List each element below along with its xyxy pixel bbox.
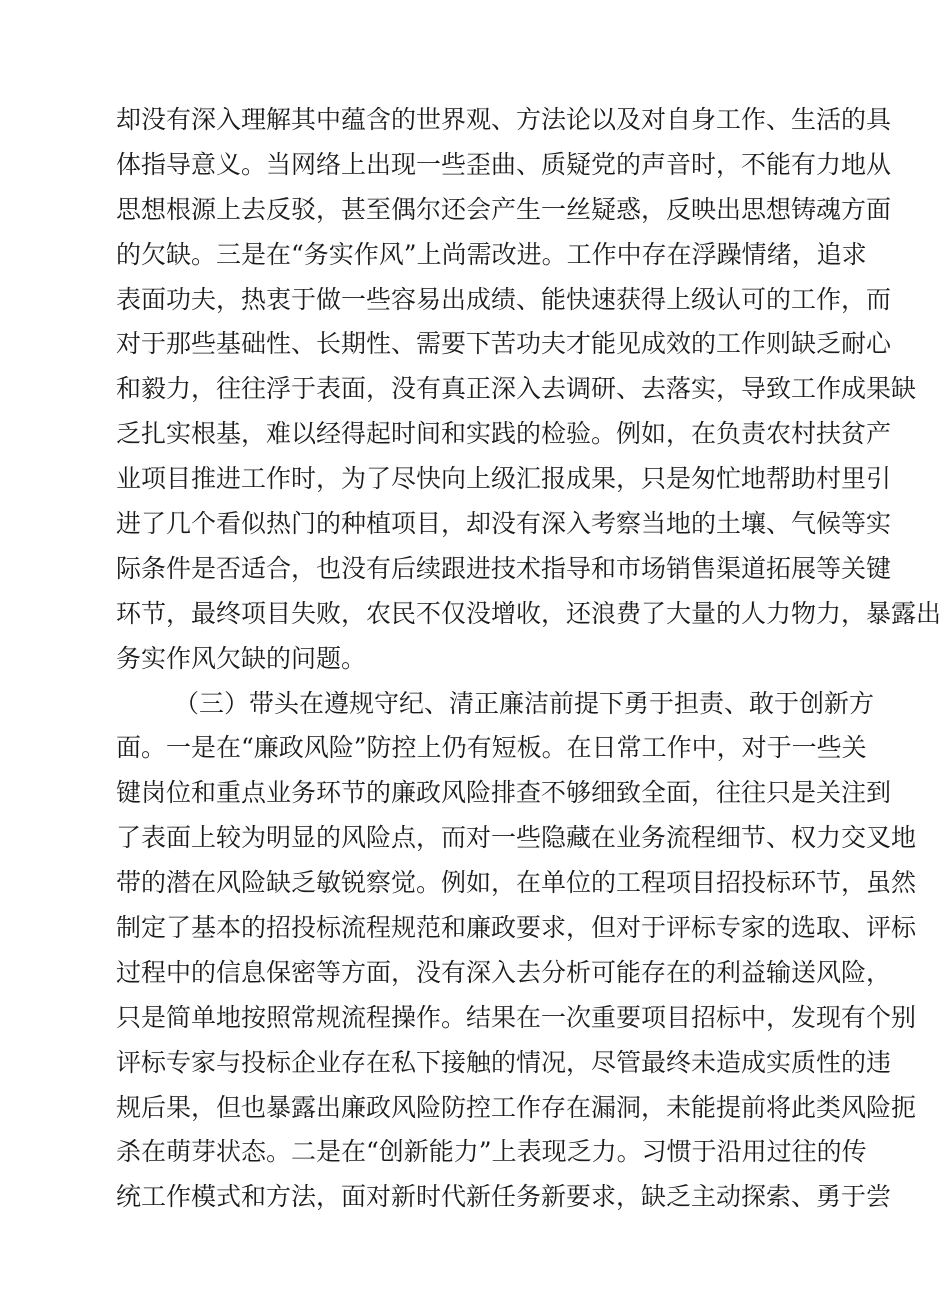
text-line: 体指导意义。当网络上出现一些歪曲、质疑党的声音时，不能有力地从 bbox=[116, 149, 892, 179]
text-line: 表面功夫，热衷于做一些容易出成绩、能快速获得上级认可的工作，而 bbox=[116, 284, 892, 314]
text-line: 进了几个看似热门的种植项目，却没有深入考察当地的土壤、气候等实 bbox=[116, 509, 892, 539]
text-line: （三）带头在遵规守纪、清正廉洁前提下勇于担责、敢于创新方 bbox=[174, 688, 875, 718]
text-line: 面。一是在“廉政风险”防控上仍有短板。在日常工作中，对于一些关 bbox=[116, 733, 867, 763]
text-line: 过程中的信息保密等方面，没有深入去分析可能存在的利益输送风险， bbox=[116, 957, 892, 987]
text-line: 和毅力，往往浮于表面，没有真正深入去调研、去落实，导致工作成果缺 bbox=[116, 374, 917, 404]
text-line: 务实作风欠缺的问题。 bbox=[116, 643, 367, 673]
text-line: 统工作模式和方法，面对新时代新任务新要求，缺乏主动探索、勇于尝 bbox=[116, 1182, 892, 1212]
text-line: 了表面上较为明显的风险点，而对一些隐藏在业务流程细节、权力交叉地 bbox=[116, 823, 917, 853]
text-line: 制定了基本的招投标流程规范和廉政要求，但对于评标专家的选取、评标 bbox=[116, 913, 917, 943]
text-line: 的欠缺。三是在“务实作风”上尚需改进。工作中存在浮躁情绪，追求 bbox=[116, 239, 867, 269]
text-line: 对于那些基础性、长期性、需要下苦功夫才能见成效的工作则缺乏耐心 bbox=[116, 329, 892, 359]
text-line: 思想根源上去反驳，甚至偶尔还会产生一丝疑惑，反映出思想铸魂方面 bbox=[116, 194, 892, 224]
text-line: 乏扎实根基，难以经得起时间和实践的检验。例如，在负责农村扶贫产 bbox=[116, 419, 892, 449]
text-line: 杀在萌芽状态。二是在“创新能力”上表现乏力。习惯于沿用过往的传 bbox=[116, 1137, 867, 1167]
body-text bbox=[116, 98, 941, 1220]
text-line: 却没有深入理解其中蕴含的世界观、方法论以及对自身工作、生活的具 bbox=[116, 105, 892, 134]
text-line: 键岗位和重点业务环节的廉政风险排查不够细致全面，往往只是关注到 bbox=[116, 778, 892, 808]
text-line: 环节，最终项目失败，农民不仅没增收，还浪费了大量的人力物力，暴露出 bbox=[116, 598, 941, 628]
text-line: 际条件是否适合，也没有后续跟进技术指导和市场销售渠道拓展等关键 bbox=[116, 553, 892, 583]
text-line: 规后果，但也暴露出廉政风险防控工作存在漏洞，未能提前将此类风险扼 bbox=[116, 1092, 917, 1122]
text-line: 评标专家与投标企业存在私下接触的情况，尽管最终未造成实质性的违 bbox=[116, 1047, 892, 1077]
text-line: 业项目推进工作时，为了尽快向上级汇报成果，只是匆忙地帮助村里引 bbox=[116, 464, 892, 494]
text-line: 只是简单地按照常规流程操作。结果在一次重要项目招标中，发现有个别 bbox=[116, 1002, 917, 1032]
text-line: 带的潜在风险缺乏敏锐察觉。例如，在单位的工程项目招投标环节，虽然 bbox=[116, 868, 917, 898]
